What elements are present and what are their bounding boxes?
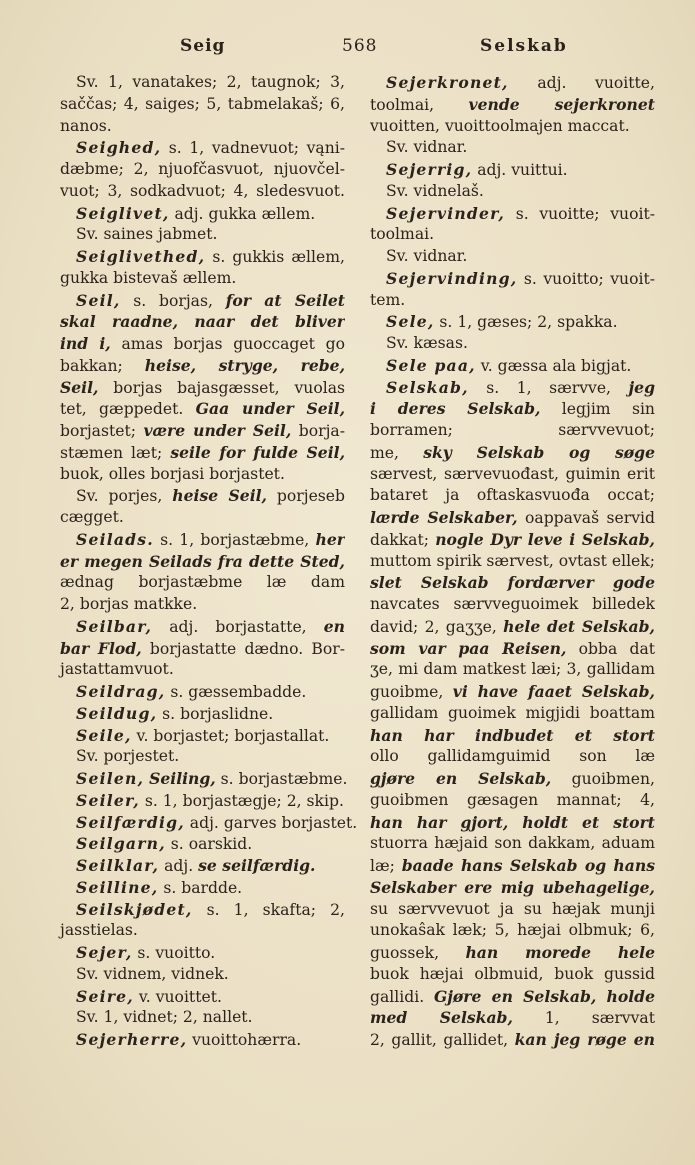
plain-text: amas borjas guoccaget go bbox=[121, 335, 345, 353]
headword: Seilen, bbox=[76, 769, 145, 788]
text-line bbox=[370, 181, 655, 203]
plain-text: s. 1, borjastæbme, bbox=[153, 530, 316, 549]
plain-text: vuot; 3, sodkadvuot; 4, sledesvuot. bbox=[60, 181, 345, 200]
italic-example: Selskaber ere mig ubehagelige, bbox=[370, 877, 655, 897]
text-line bbox=[60, 333, 345, 355]
text-line bbox=[370, 899, 655, 921]
text-line bbox=[60, 311, 345, 333]
italic-example: være under Seil, bbox=[143, 421, 292, 440]
text-line bbox=[370, 877, 655, 899]
headword: Sejer, bbox=[76, 943, 133, 962]
italic-example: bar Flod, bbox=[60, 638, 142, 658]
plain-text: ædnag borjastæbme læ dam bbox=[60, 573, 345, 592]
italic-example: skal raadne, naar det bliver bbox=[60, 312, 345, 332]
italic-example: en bbox=[323, 616, 345, 636]
text-line bbox=[60, 899, 345, 921]
headword: Seilfærdig, bbox=[76, 812, 185, 832]
plain-text: borja- bbox=[291, 422, 345, 440]
text-line bbox=[370, 812, 655, 834]
text-line bbox=[60, 246, 345, 268]
plain-text: adj. borjastatte, bbox=[152, 617, 324, 636]
headword: Seilskjødet, bbox=[76, 899, 193, 919]
headword: Selskab, bbox=[386, 377, 469, 397]
plain-text: s. gæssembadde. bbox=[165, 683, 307, 701]
italic-example: her bbox=[315, 529, 345, 549]
headword: Seildug, bbox=[76, 703, 158, 723]
plain-text: adj. vuittui. bbox=[472, 161, 568, 179]
text-line bbox=[370, 442, 655, 464]
italic-example: nogle Dyr leve i Selskab, bbox=[435, 529, 655, 549]
header-left-guideword: Seig bbox=[180, 36, 226, 56]
text-line bbox=[60, 94, 345, 116]
plain-text: david; 2, gaʒʒe, bbox=[370, 617, 504, 636]
italic-example: se seilfærdig. bbox=[198, 856, 316, 875]
text-line bbox=[370, 942, 655, 964]
plain-text: jasstielas. bbox=[60, 921, 138, 940]
plain-text: s. vuoitte; vuoit- bbox=[505, 204, 655, 223]
plain-text: 1, særvvat bbox=[544, 1009, 655, 1028]
text-line bbox=[370, 529, 655, 551]
plain-text: nanos. bbox=[60, 116, 112, 135]
text-line bbox=[370, 551, 655, 573]
plain-text: gukka bistevaš ællem. bbox=[60, 268, 237, 287]
italic-example: lærde Selskaber, bbox=[370, 508, 518, 527]
italic-example: slet Selskab fordærver gode bbox=[370, 573, 655, 593]
text-line bbox=[370, 377, 655, 399]
plain-text: 2, borjas matkke. bbox=[60, 595, 198, 613]
text-line bbox=[60, 485, 345, 507]
plain-text: jastattamvuot. bbox=[60, 660, 174, 679]
plain-text: s. oarskid. bbox=[165, 835, 253, 854]
italic-example: heise, stryge, rebe, bbox=[144, 355, 345, 375]
plain-text: v. vuoittet. bbox=[133, 987, 222, 1006]
plain-text: s. gukkis ællem, bbox=[205, 248, 345, 266]
headword: Seil, bbox=[76, 290, 121, 310]
italic-example: Gaa under Seil, bbox=[195, 399, 345, 419]
text-line bbox=[370, 311, 655, 333]
italic-example: han har gjort, holdt et stort bbox=[370, 812, 655, 832]
text-line bbox=[60, 812, 358, 834]
text-line bbox=[60, 181, 345, 203]
text-line bbox=[370, 833, 655, 855]
plain-text: s. borjaslidne. bbox=[157, 704, 274, 723]
text-line bbox=[60, 594, 345, 616]
italic-example: vende sejerkronet bbox=[468, 94, 655, 114]
italic-example: Seil, bbox=[60, 377, 99, 397]
italic-example: Gjøre en Selskab, holde bbox=[433, 986, 655, 1006]
text-line bbox=[60, 116, 345, 138]
plain-text: borramen; særvvevuot; bbox=[370, 421, 655, 439]
text-line bbox=[60, 137, 345, 159]
plain-text: s. bardde. bbox=[158, 878, 243, 897]
italic-example: jeg bbox=[628, 377, 655, 397]
plain-text: gallidam guoimek migjidi boattam bbox=[370, 703, 655, 722]
headword: Sejerrig, bbox=[386, 160, 473, 179]
plain-text: borjas bajasgæsset, vuolas bbox=[113, 378, 345, 397]
text-line bbox=[370, 116, 655, 138]
text-line bbox=[370, 703, 655, 725]
plain-text: guoibmen gæsagen mannat; 4, bbox=[370, 790, 655, 809]
plain-text: me, bbox=[370, 443, 424, 462]
italic-example: i deres Selskab, bbox=[370, 399, 541, 419]
plain-text: porjeseb bbox=[267, 487, 345, 506]
plain-text: obba dat bbox=[578, 639, 655, 658]
text-line bbox=[370, 681, 655, 703]
italic-example: gjøre en Selskab, bbox=[370, 769, 552, 788]
headword: Seilline, bbox=[76, 877, 159, 897]
plain-text: su særvvevuot ja su hæjak munji bbox=[370, 899, 655, 918]
plain-text: Sv. kæsas. bbox=[386, 334, 468, 352]
plain-text: muttom spirik særvest, ovtast ellek; bbox=[370, 551, 655, 570]
text-line bbox=[370, 485, 655, 507]
plain-text: stuorra hæjaid son dakkam, aduam bbox=[370, 834, 655, 853]
text-line bbox=[60, 659, 345, 681]
italic-example: med Selskab, bbox=[370, 1008, 513, 1028]
italic-example: heise Seil, bbox=[172, 486, 267, 506]
text-line bbox=[370, 964, 655, 986]
text-line bbox=[60, 290, 345, 312]
plain-text: cægget. bbox=[60, 508, 124, 526]
plain-text: Sv. vidnem, vidnek. bbox=[76, 964, 229, 983]
text-line bbox=[370, 1029, 655, 1051]
headword: Seiglivet, bbox=[76, 203, 170, 223]
text-line bbox=[370, 72, 655, 94]
plain-text: adj. bbox=[159, 857, 199, 875]
plain-text: 2, gallit, gallidet, bbox=[370, 1031, 515, 1049]
text-line bbox=[60, 1029, 345, 1051]
plain-text: borjastatte dædno. Bor- bbox=[141, 639, 345, 658]
headword: Sejervinder, bbox=[386, 203, 506, 223]
text-line bbox=[370, 572, 655, 594]
text-line bbox=[60, 681, 345, 703]
plain-text: læ; bbox=[370, 857, 402, 875]
text-line bbox=[370, 790, 655, 812]
text-line bbox=[60, 877, 345, 899]
text-line bbox=[60, 833, 345, 855]
plain-text: legjim sin bbox=[561, 400, 655, 419]
italic-example: hele det Selskab, bbox=[503, 616, 655, 636]
text-line bbox=[60, 159, 345, 181]
headword: Seiglivethed, bbox=[76, 247, 206, 266]
italic-example: han har indbudet et stort bbox=[370, 725, 655, 745]
plain-text: Sv. porjestet. bbox=[76, 747, 180, 766]
plain-text: ollo gallidamguimid son læ bbox=[370, 747, 655, 766]
plain-text: bataret ja oftaskasvuođa occat; bbox=[370, 486, 655, 505]
plain-text: s. vuoitto; vuoit- bbox=[517, 269, 655, 288]
page-number: 568 bbox=[342, 36, 378, 56]
italic-example: seile for fulde Seil, bbox=[170, 442, 345, 462]
text-line bbox=[60, 1007, 345, 1029]
plain-text: toolmai, bbox=[370, 95, 469, 114]
headword: Seildrag, bbox=[76, 682, 166, 701]
text-line bbox=[370, 725, 655, 747]
text-line bbox=[370, 137, 655, 159]
plain-text: Sv. saines jabmet. bbox=[76, 225, 218, 244]
plain-text: guoibmen, bbox=[571, 770, 655, 788]
text-line bbox=[370, 268, 655, 290]
plain-text: borjastet; bbox=[60, 422, 144, 440]
text-line bbox=[370, 94, 655, 116]
text-line bbox=[370, 638, 655, 660]
plain-text: adj. vuoitte, bbox=[537, 74, 655, 92]
headword: Sejervinding, bbox=[386, 268, 518, 288]
italic-example: er megen Seilads fra dette Sted, bbox=[60, 551, 345, 571]
text-line bbox=[370, 986, 655, 1008]
headword: Seile, bbox=[76, 725, 132, 745]
text-line bbox=[370, 768, 655, 790]
plain-text: tem. bbox=[370, 290, 406, 309]
italic-example: ind i, bbox=[60, 334, 111, 353]
plain-text: særvest, særvevuođast, guimin erit bbox=[370, 464, 655, 483]
plain-text: bakkan; bbox=[60, 356, 145, 375]
text-line bbox=[60, 616, 345, 638]
plain-text: adj. gukka ællem. bbox=[169, 204, 316, 223]
headword: Seilgarn, bbox=[76, 834, 166, 854]
text-line bbox=[60, 398, 345, 420]
italic-example: sky Selskab og søge bbox=[423, 442, 655, 462]
plain-text: adj. garves borjastet. bbox=[184, 813, 358, 832]
plain-text: Sv. 1, vanatakes; 2, taugnok; 3, bbox=[76, 73, 345, 91]
text-line bbox=[370, 224, 655, 246]
text-line bbox=[370, 507, 655, 529]
plain-text: oappavaš servid bbox=[517, 509, 655, 527]
text-line bbox=[60, 964, 345, 986]
text-line bbox=[60, 920, 345, 942]
plain-text: v. gæssa ala bigjat. bbox=[475, 356, 632, 375]
plain-text: stæmen læt; bbox=[60, 443, 171, 462]
headword: Sejerkronet, bbox=[386, 73, 509, 92]
text-line bbox=[370, 659, 655, 681]
text-line bbox=[60, 224, 345, 246]
text-line bbox=[60, 442, 345, 464]
plain-text: saččas; 4, saiges; 5, tabmelakaš; 6, bbox=[60, 94, 345, 113]
plain-text: Sv. vidnar. bbox=[386, 247, 468, 265]
headword: Seilads. bbox=[76, 529, 154, 549]
plain-text: guossek, bbox=[370, 944, 466, 962]
plain-text: Sv. 1, vidnet; 2, nallet. bbox=[76, 1008, 253, 1027]
plain-text: s. 1, skafta; 2, bbox=[206, 900, 345, 919]
text-line bbox=[60, 942, 345, 964]
text-line bbox=[370, 398, 655, 420]
text-line bbox=[60, 507, 345, 529]
plain-text: navcates særvveguoimek billedek bbox=[370, 595, 655, 613]
italic-example: han morede hele bbox=[465, 943, 655, 962]
text-line bbox=[60, 203, 345, 225]
text-line bbox=[60, 72, 345, 94]
headword: Seire, bbox=[76, 986, 134, 1006]
plain-text: buok hæjai olbmuid, buok gussid bbox=[370, 964, 655, 983]
text-line bbox=[370, 616, 655, 638]
text-line bbox=[60, 377, 345, 399]
plain-text: Sv. vidnar. bbox=[386, 138, 468, 157]
text-line bbox=[60, 855, 345, 877]
text-line bbox=[60, 572, 345, 594]
headword: Seighed, bbox=[76, 138, 162, 158]
plain-text: guoibme, bbox=[370, 683, 453, 701]
plain-text: s. borjas, bbox=[120, 291, 226, 310]
headword: Seilklar, bbox=[76, 856, 160, 875]
text-line bbox=[60, 986, 345, 1008]
text-line bbox=[370, 920, 655, 942]
plain-text: s. vuoitto. bbox=[132, 944, 216, 962]
text-line bbox=[60, 790, 345, 812]
text-line bbox=[60, 420, 345, 442]
right-column bbox=[370, 72, 655, 1051]
text-line bbox=[370, 290, 655, 312]
plain-text: dakkat; bbox=[370, 530, 436, 549]
text-line bbox=[370, 203, 655, 225]
text-line bbox=[370, 1007, 655, 1029]
text-line bbox=[370, 333, 655, 355]
text-line bbox=[60, 529, 345, 551]
italic-example: Seiling, bbox=[149, 769, 216, 788]
plain-text: vuoitten, vuoittoolmajen maccat. bbox=[370, 116, 630, 135]
text-line bbox=[60, 638, 345, 660]
headword: Sele, bbox=[386, 312, 435, 332]
text-line bbox=[370, 855, 655, 877]
text-line bbox=[60, 355, 345, 377]
plain-text: Sv. porjes, bbox=[76, 487, 173, 506]
italic-example: som var paa Reisen, bbox=[370, 638, 567, 658]
text-line bbox=[370, 246, 655, 268]
text-line bbox=[60, 746, 345, 768]
plain-text: toolmai. bbox=[370, 225, 435, 244]
text-line bbox=[60, 725, 345, 747]
italic-example: kan jeg røge en bbox=[514, 1030, 655, 1049]
headword: Seilbar, bbox=[76, 616, 153, 636]
italic-example: for at Seilet bbox=[225, 290, 345, 310]
italic-example: vi have faaet Selskab, bbox=[452, 682, 655, 701]
italic-example: baade hans Selskab og hans bbox=[401, 856, 655, 875]
text-line bbox=[60, 551, 345, 573]
headword: Sejerherre, bbox=[76, 1030, 188, 1049]
text-line bbox=[370, 355, 655, 377]
plain-text: s. 1, særvve, bbox=[468, 378, 629, 397]
plain-text: buok, olles borjasi borjastet. bbox=[60, 464, 285, 483]
headword: Sele paa, bbox=[386, 355, 476, 375]
plain-text: s. 1, gæses; 2, spakka. bbox=[434, 313, 618, 332]
text-line bbox=[370, 464, 655, 486]
plain-text: dæbme; 2, njuofčasvuot, njuovčel- bbox=[60, 160, 345, 178]
plain-text: Sv. vidnelaš. bbox=[386, 181, 484, 200]
text-line bbox=[370, 420, 655, 442]
plain-text: s. 1, borjastægje; 2, skip. bbox=[139, 791, 344, 810]
plain-text: vuoittohærra. bbox=[187, 1031, 302, 1049]
text-line bbox=[60, 703, 345, 725]
text-line bbox=[370, 746, 655, 768]
text-line bbox=[370, 159, 655, 181]
plain-text: v. borjastet; borjastallat. bbox=[131, 726, 330, 745]
header-right-guideword: Selskab bbox=[480, 36, 568, 56]
left-column bbox=[60, 72, 358, 1051]
text-line bbox=[370, 594, 655, 616]
plain-text: ʒe, mi dam matkest læi; 3, gallidam bbox=[370, 660, 655, 679]
plain-text: unokaŝak læk; 5, hæjai olbmuk; 6, bbox=[370, 921, 655, 940]
plain-text: tet, gæppedet. bbox=[60, 400, 196, 419]
plain-text: gallidi. bbox=[370, 987, 434, 1006]
text-line bbox=[60, 268, 345, 290]
plain-text: s. borjastæbme. bbox=[215, 770, 348, 788]
text-line bbox=[60, 768, 348, 790]
page-header bbox=[60, 30, 635, 60]
plain-text: s. 1, vadnevuot; vąni- bbox=[161, 139, 345, 158]
text-line bbox=[60, 464, 345, 486]
headword: Seiler, bbox=[76, 790, 140, 810]
